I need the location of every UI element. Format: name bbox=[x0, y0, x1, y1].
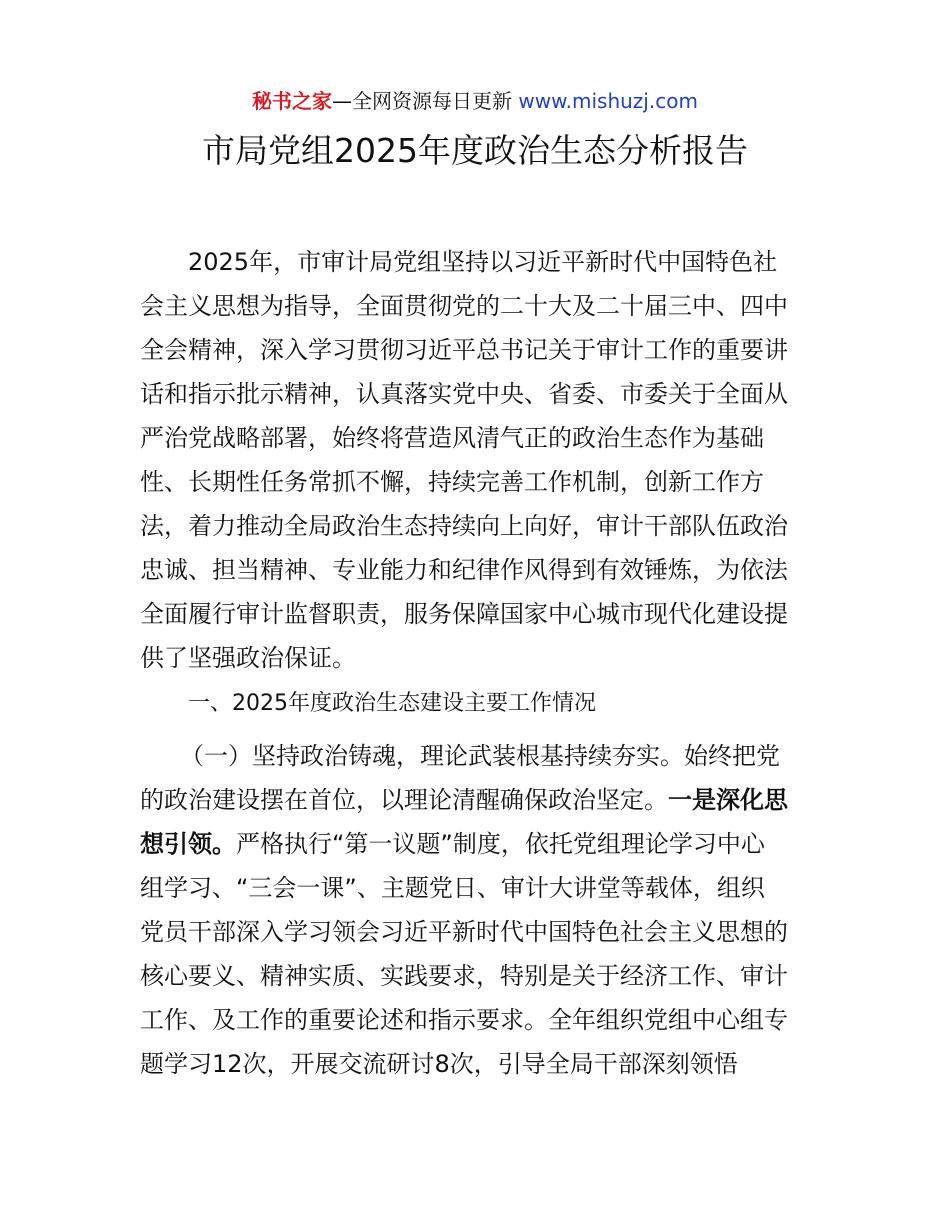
paragraph-line: 会主义思想为指导，全面贯彻党的二十大及二十届三中、四中 bbox=[140, 292, 788, 320]
paragraph-line: 话和指示批示精神，认真落实党中央、省委、市委关于全面从 bbox=[140, 380, 788, 408]
site-header bbox=[0, 86, 950, 116]
paragraph-line: 法，着力推动全局政治生态持续向上向好，审计干部队伍政治 bbox=[140, 512, 788, 540]
plain-text: 的政治建设摆在首位，以理论清醒确保政治坚定。 bbox=[140, 786, 668, 814]
document-title: 市局党组2025年度政治生态分析报告 bbox=[202, 131, 748, 170]
paragraph-line: 题学习12次，开展交流研讨8次，引导全局干部深刻领悟 bbox=[140, 1050, 738, 1078]
subsection-paragraph bbox=[140, 734, 812, 1086]
plain-text: 严格执行“第一议题”制度，依托党组理论学习中心 bbox=[236, 830, 765, 858]
intro-paragraph bbox=[140, 240, 812, 680]
paragraph-line: 忠诚、担当精神、专业能力和纪律作风得到有效锤炼，为依法 bbox=[140, 556, 788, 584]
site-url-link[interactable]: www.mishuzj.com bbox=[518, 89, 698, 113]
paragraph-line: 2025年，市审计局党组坚持以习近平新时代中国特色社 bbox=[188, 248, 778, 276]
paragraph-line: 全会精神，深入学习贯彻习近平总书记关于审计工作的重要讲 bbox=[140, 336, 788, 364]
header-slogan: —全网资源每日更新 bbox=[332, 89, 519, 113]
paragraph-line: 核心要义、精神实质、实践要求，特别是关于经济工作、审计 bbox=[140, 962, 788, 990]
paragraph-line: （一）坚持政治铸魂，理论武装根基持续夯实。始终把党 bbox=[180, 742, 780, 770]
paragraph-line: 全面履行审计监督职责，服务保障国家中心城市现代化建设提 bbox=[140, 600, 788, 628]
paragraph-line bbox=[140, 822, 812, 866]
section-heading bbox=[140, 682, 812, 726]
section-heading-text: 一、2025年度政治生态建设主要工作情况 bbox=[188, 691, 596, 716]
paragraph-line bbox=[140, 778, 812, 822]
paragraph-line: 性、长期性任务常抓不懈，持续完善工作机制，创新工作方 bbox=[140, 468, 764, 496]
bold-lead-text: 一是深化思 bbox=[668, 786, 788, 814]
paragraph-line: 供了坚强政治保证。 bbox=[140, 644, 356, 672]
bold-lead-text: 想引领。 bbox=[140, 830, 236, 858]
paragraph-line: 严治党战略部署，始终将营造风清气正的政治生态作为基础 bbox=[140, 424, 764, 452]
paragraph-line: 工作、及工作的重要论述和指示要求。全年组织党组中心组专 bbox=[140, 1006, 788, 1034]
paragraph-line: 党员干部深入学习领会习近平新时代中国特色社会主义思想的 bbox=[140, 918, 788, 946]
brand-name: 秘书之家 bbox=[252, 89, 333, 113]
paragraph-line: 组学习、“三会一课”、主题党日、审计大讲堂等载体，组织 bbox=[140, 874, 765, 902]
